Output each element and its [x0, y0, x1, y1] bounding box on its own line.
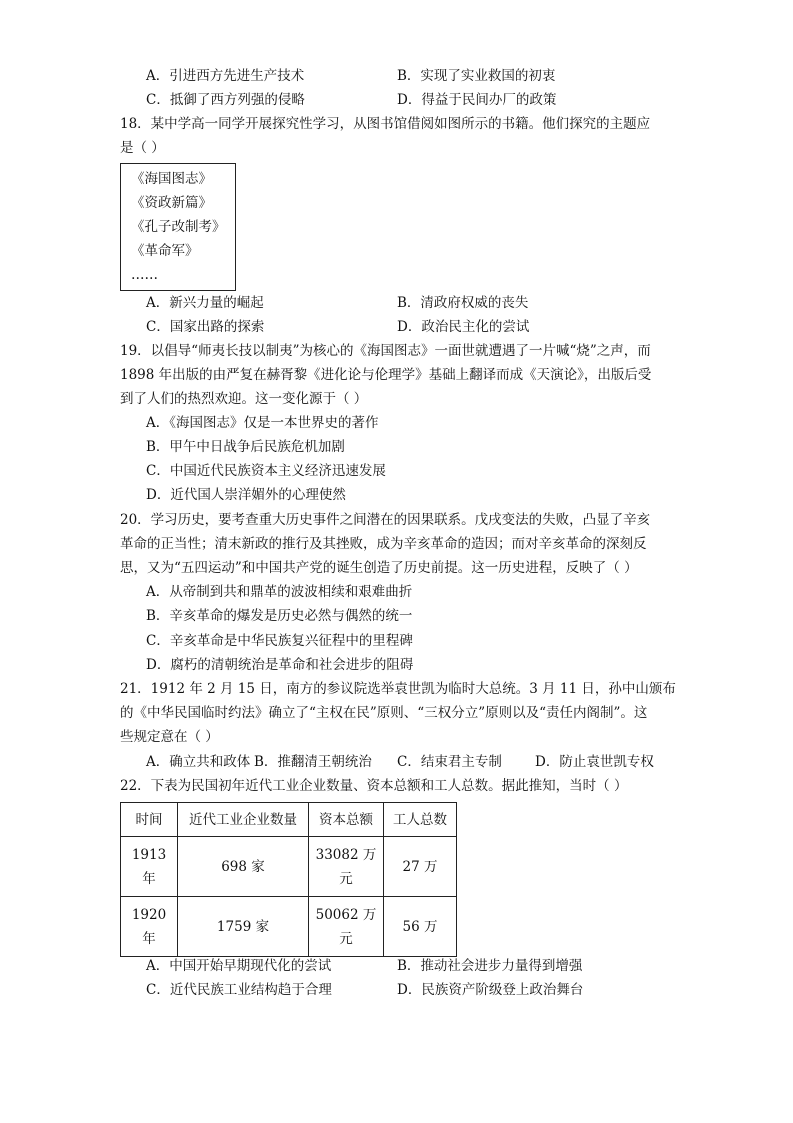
q22-option-b: B．推动社会进步力量得到增强: [397, 958, 583, 974]
book-title: 《海国图志》: [131, 171, 212, 187]
table-cell-workers: 27 万: [384, 837, 457, 897]
q17-option-d: D．得益于民间办厂的政策: [397, 92, 557, 108]
year-number: 1913: [131, 846, 167, 863]
q17-option-a: A．引进西方先进生产技术: [146, 68, 305, 84]
q19-stem-line-3: 到了人们的热烈欢迎。这一变化源于（ ）: [120, 391, 368, 407]
q18-book-list-box: [120, 163, 236, 291]
q21-stem-line-2: 的《中华民国临时约法》确立了“主权在民”原则、“三权分立”原则以及“责任内阁制”。这: [120, 705, 648, 721]
q22-option-c: C．近代民族工业结构趋于合理: [146, 982, 332, 998]
q21-option-c: C．结束君主专制: [397, 754, 502, 770]
industry-table: [120, 802, 457, 957]
q18-stem-line-1: 18．某中学高一同学开展探究性学习，从图书馆借阅如图所示的书籍。他们探究的主题应: [120, 116, 651, 132]
table-header-cell: 资本总额: [309, 803, 384, 837]
q22-option-d: D．民族资产阶级登上政治舞台: [397, 982, 584, 998]
year-unit: 年: [142, 870, 156, 887]
q20-option-d: D．腐朽的清朝统治是革命和社会进步的阻碍: [146, 657, 414, 673]
capital-unit: 元: [339, 870, 353, 887]
table-header-cell: 时间: [121, 803, 178, 837]
q17-option-b: B．实现了实业救国的初衷: [397, 68, 556, 84]
q19-stem-line-2: 1898 年出版的由严复在赫胥黎《进化论与伦理学》基础上翻译而成《天演论》，出版后受: [120, 367, 652, 383]
table-cell-workers: 56 万: [384, 897, 457, 957]
book-ellipsis: ……: [131, 267, 158, 283]
table-cell-count: 1759 家: [178, 897, 309, 957]
q18-option-c: C．国家出路的探索: [146, 319, 265, 335]
capital-amount: 33082 万: [315, 846, 377, 863]
capital-amount: 50062 万: [315, 906, 377, 923]
q20-stem-line-3: 思，又为“五四运动”和中国共产党的诞生创造了历史前提。这一历史进程，反映了（ ）: [120, 560, 638, 576]
q19-option-d: D．近代国人崇洋媚外的心理使然: [146, 487, 346, 503]
table-cell-capital: [309, 897, 384, 957]
q18-option-b: B．清政府权威的丧失: [397, 295, 529, 311]
q20-option-a: A．从帝制到共和鼎革的波波相续和艰难曲折: [146, 584, 413, 600]
q19-option-c: C．中国近代民族资本主义经济迅速发展: [146, 463, 386, 479]
table-header-cell: 工人总数: [384, 803, 457, 837]
q20-stem-line-1: 20．学习历史，要考查重大历史事件之间潜在的因果联系。戊戌变法的失败，凸显了辛亥: [120, 512, 651, 528]
table-header-cell: 近代工业企业数量: [178, 803, 309, 837]
table-cell-capital: [309, 837, 384, 897]
table-row: [121, 837, 457, 897]
q21-option-b: B．推翻清王朝统治: [254, 754, 372, 770]
q20-option-b: B．辛亥革命的爆发是历史必然与偶然的统一: [146, 608, 413, 624]
table-cell-year: [121, 897, 178, 957]
q18-option-d: D．政治民主化的尝试: [397, 319, 530, 335]
q19-option-a: A．《海国图志》仅是一本世界史的著作: [146, 415, 379, 431]
q19-stem-line-1: 19．以倡导“师夷长技以制夷”为核心的《海国图志》一面世就遭遇了一片喊“烧”之声，而: [120, 343, 651, 359]
table-cell-count: 698 家: [178, 837, 309, 897]
year-unit: 年: [142, 930, 156, 947]
q20-stem-line-2: 革命的正当性；清末新政的推行及其挫败，成为辛亥革命的造因；而对辛亥革命的深刻反: [120, 536, 647, 552]
book-title: 《孔子改制考》: [131, 219, 226, 235]
q22-stem-line-1: 22．下表为民国初年近代工业企业数量、资本总额和工人总数。据此推知，当时（ ）: [120, 778, 628, 794]
year-number: 1920: [131, 906, 167, 923]
table-row: [121, 897, 457, 957]
q21-option-d: D．防止袁世凯专权: [535, 754, 654, 770]
q22-option-a: A．中国开始早期现代化的尝试: [146, 958, 332, 974]
table-cell-year: [121, 837, 178, 897]
book-title: 《资政新篇》: [131, 195, 212, 211]
q18-option-a: A．新兴力量的崛起: [146, 295, 264, 311]
q19-option-b: B．甲午中日战争后民族危机加剧: [146, 439, 345, 455]
q21-option-a: A．确立共和政体: [146, 754, 251, 770]
table-header-row: [121, 803, 457, 837]
q20-option-c: C．辛亥革命是中华民族复兴征程中的里程碑: [146, 633, 413, 649]
capital-unit: 元: [339, 930, 353, 947]
q21-stem-line-3: 些规定意在（ ）: [120, 729, 219, 745]
q17-option-c: C．抵御了西方列强的侵略: [146, 92, 305, 108]
q18-stem-line-2: 是（ ）: [120, 140, 165, 156]
book-title: 《革命军》: [131, 243, 199, 259]
q21-stem-line-1: 21．1912 年 2 月 15 日，南方的参议院选举袁世凯为临时大总统。3 月 11 日，孙中山颁布: [120, 681, 676, 697]
